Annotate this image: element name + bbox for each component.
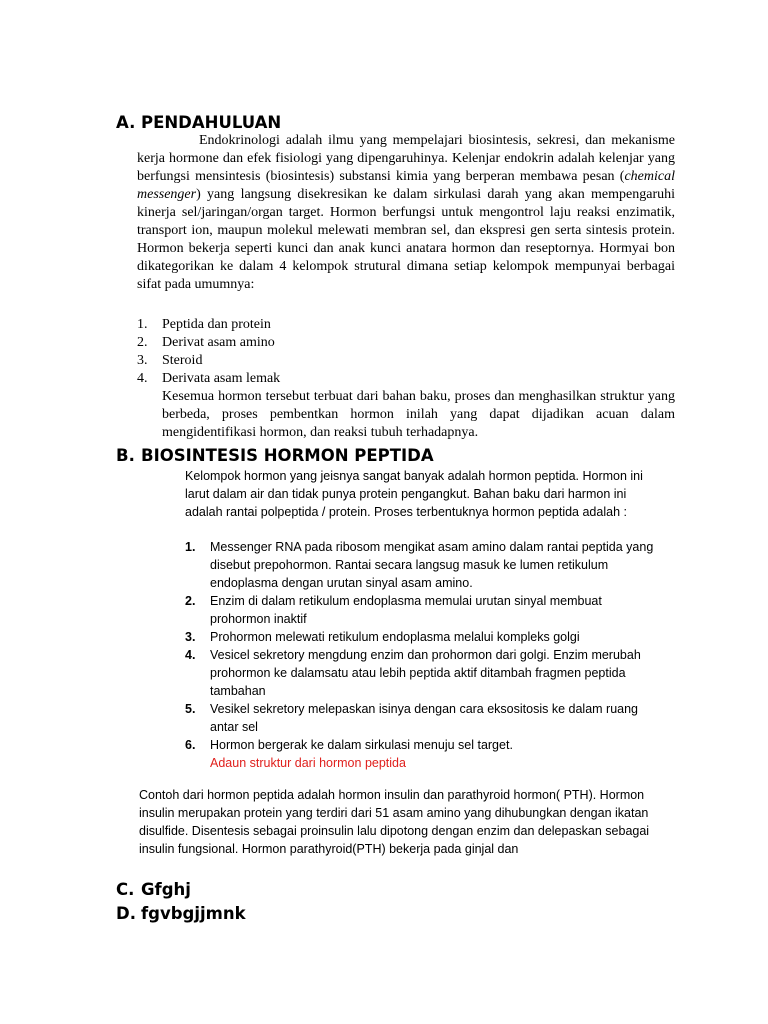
example-paragraph: Contoh dari hormon peptida adalah hormon insulin dan parathyroid hormon( PTH). Hormon insulin merupakan protein yang terdiri dari 51 asam amino yang dihubungkan dengan ikatan disulfide. Disentesis sebagai proinsulin lalu dipotong dengan enzim dan delepaskan sebagai insulin fungsional. Hormon parathyroid(PTH) bekerja pada ginjal dan xyxy=(139,788,650,856)
hormone-category-list xyxy=(137,316,675,388)
intro-text-italic: chemical messenger xyxy=(137,169,675,202)
section-c-letter: C. xyxy=(116,880,135,899)
section-c-heading xyxy=(116,880,191,900)
list-item: 2. Enzim di dalam retikulum endoplasma memulai urutan sinyal membuat prohormon inaktif xyxy=(185,594,602,626)
biosintesis-intro: Kelompok hormon yang jeisnya sangat banyak adalah hormon peptida. Hormon ini larut dalam air dan tidak punya protein pengangkut. Bahan baku dari harmon ini adalah rantai polpeptida / protein. Proses terbentuknya hormon peptida adalah : xyxy=(185,469,643,519)
section-a-heading xyxy=(116,113,281,133)
intro-text-end: ) yang langsung disekresikan ke dalam sirkulasi darah yang akan mempengaruhi kinerja sel/jaringan/organ target. Hormon berfungsi untuk mengontrol laju reaksi enzimatik, transport ion, maupun molekul melewati membran sel, dan ekspresi gen serta sintesis protein. Hormon bekerja seperti kunci dan anak kunci anatara hormon dan reseptornya. Hormyai bon dikategorikan ke dalam 4 kelompok strutural dimana setiap kelompok mempunyai berbagai sifat pada umumnya: xyxy=(137,187,675,292)
intro-paragraph xyxy=(137,132,675,294)
intro-text-start: Endokrinologi adalah ilmu yang mempelajari biosintesis, sekresi, dan mekanisme kerja hormone dan efek fisiologi yang dipengaruhinya. Kelenjar endokrin adalah kelenjar yang berfungsi mensintesis (biosintesis) substansi kimia yang berperan membawa pesan ( xyxy=(137,133,675,184)
list-item: 4. Derivata asam lemak xyxy=(137,371,281,386)
biosintesis-steps xyxy=(185,538,665,772)
list-item: 6. Hormon bergerak ke dalam sirkulasi menuju sel target. xyxy=(185,738,513,752)
section-d-title: fgvbgjjmnk xyxy=(141,904,246,923)
section-a-letter: A. xyxy=(116,113,136,132)
section-c-title: Gfghj xyxy=(141,880,191,899)
list-item: 5. Vesikel sekretory melepaskan isinya dengan cara eksositosis ke dalam ruang antar sel xyxy=(185,702,639,734)
section-d-heading xyxy=(116,904,246,924)
list-item: 1. Peptida dan protein xyxy=(137,317,271,332)
list-item: 1. Messenger RNA pada ribosom mengikat asam amino dalam rantai peptida yang disebut prepohormon. Rantai secara langsug masuk ke lumen retikulum endoplasma dengan urutan sinyal asam amino. xyxy=(185,540,654,590)
list-item: 3. Prohormon melewati retikulum endoplasma melalui kompleks golgi xyxy=(185,630,580,644)
section-b-letter: B. xyxy=(116,446,135,465)
section-b-title: BIOSINTESIS HORMON PEPTIDA xyxy=(141,446,434,465)
list-item: 3. Steroid xyxy=(137,353,203,368)
red-note: Adaun struktur dari hormon peptida xyxy=(210,756,406,770)
section-a-title: PENDAHULUAN xyxy=(141,113,282,132)
list-item: 4. Vesicel sekretory mengdung enzim dan prohormon dari golgi. Enzim merubah prohormon ke dalamsatu atau lebih peptida aktif ditambah fragmen peptida tambahan xyxy=(185,648,641,698)
intro-paragraph-2: Kesemua hormon tersebut terbuat dari bahan baku, proses dan menghasilkan struktur yang berbeda, proses pembentkan hormon inilah yang dapat dijadikan acuan dalam mengidentifikasi hormon, dan reaksi tubuh terhadapnya. xyxy=(162,389,675,440)
section-d-letter: D. xyxy=(116,904,136,923)
section-b-heading xyxy=(116,446,434,466)
list-item: 2. Derivat asam amino xyxy=(137,335,275,350)
